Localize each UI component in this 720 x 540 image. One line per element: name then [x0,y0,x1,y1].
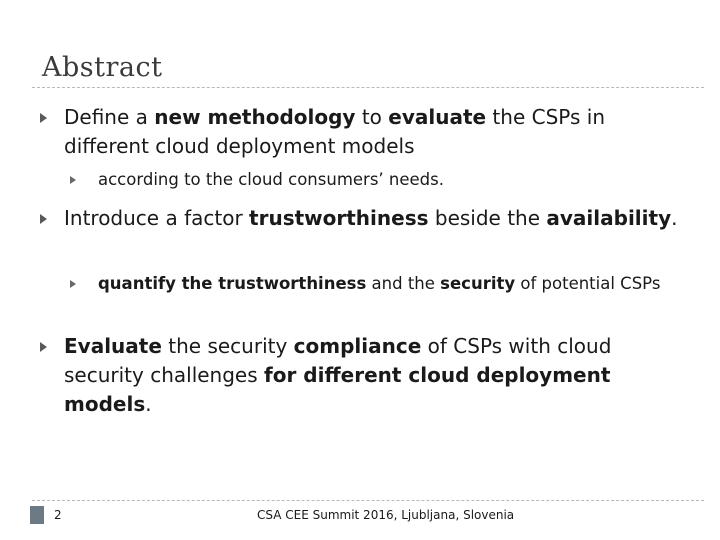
bullet-arrow-icon [40,342,47,352]
bullet-1: Define a new methodology to evaluate the CSPs in different cloud deployment models [64,105,605,158]
sub-bullet-1: according to the cloud consumers’ needs. [98,170,444,189]
bullet-2: Introduce a factor trustworthiness beside the availability. [64,206,678,230]
bullet-arrow-icon [40,214,47,224]
sub-bullet-arrow-icon [70,176,76,184]
sub-bullet-2: quantify the trustworthiness and the security of potential CSPs [98,274,661,293]
sub-bullet-arrow-icon [70,280,76,288]
page-number: 2 [54,508,62,522]
bullet-arrow-icon [40,113,47,123]
footer-text: CSA CEE Summit 2016, Ljubljana, Slovenia [257,508,515,522]
slide-title: Abstract [42,52,163,83]
page-marker [30,506,44,524]
footer-divider [32,500,704,501]
bullet-3: Evaluate the security compliance of CSPs with cloud security challenges for different cloud deployment models. [64,334,612,416]
title-divider [32,87,704,88]
